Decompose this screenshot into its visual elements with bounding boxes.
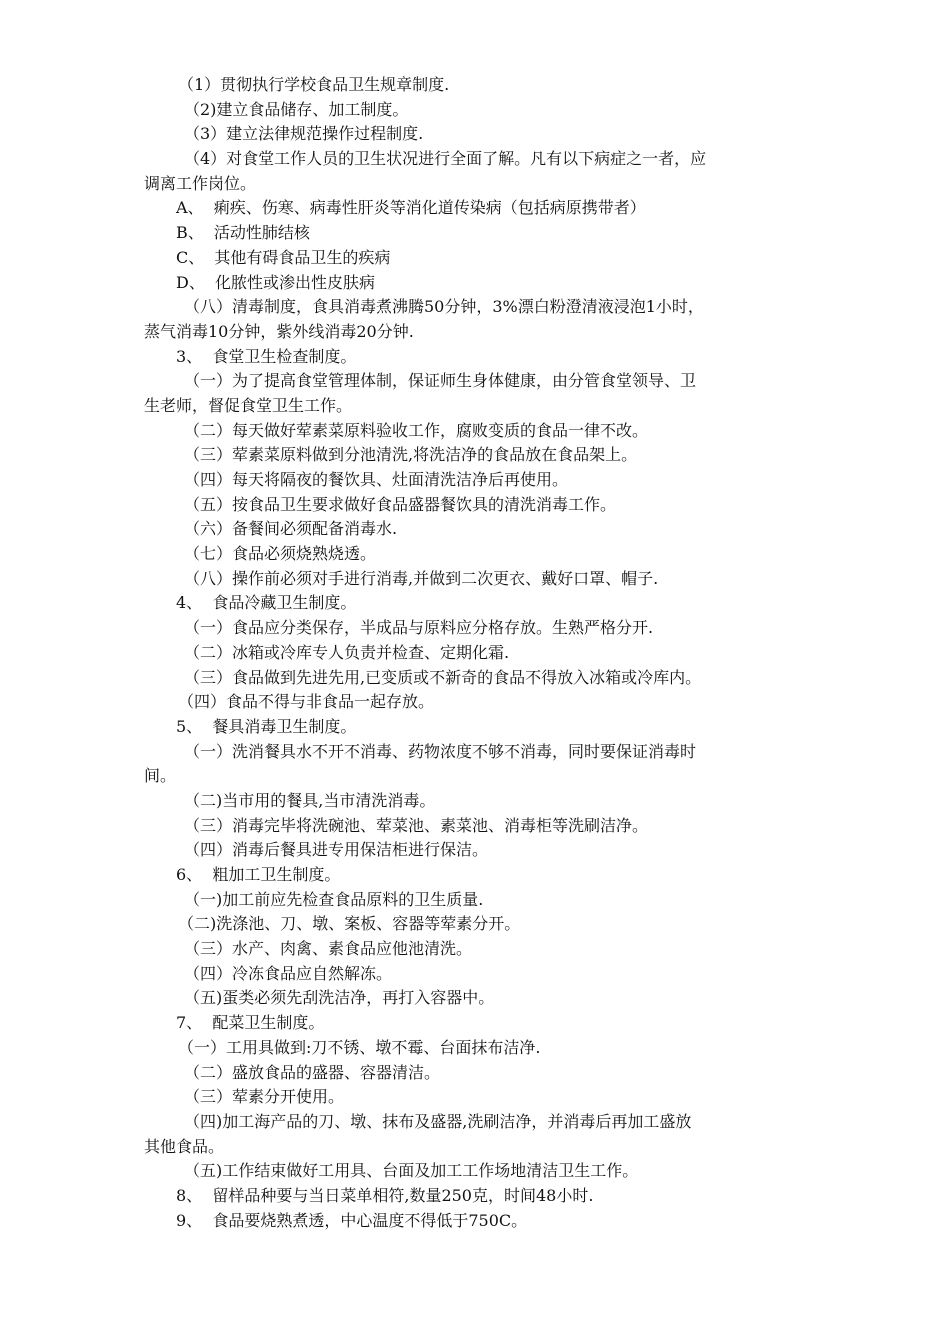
paragraph-line: （四）冷冻食品应自然解冻。 — [184, 963, 393, 983]
paragraph-line: （三）荤素分开使用。 — [184, 1087, 345, 1107]
paragraph-line: 生老师，督促食堂卫生工作。 — [144, 395, 353, 415]
section-heading: 8、 留样品种要与当日菜单相符,数量250克，时间48小时. — [176, 1185, 594, 1205]
paragraph-line: （六）备餐间必须配备消毒水. — [184, 519, 398, 539]
list-item: D、 化脓性或渗出性皮肤病 — [176, 272, 376, 292]
paragraph-line: （一）为了提高食堂管理体制，保证师生身体健康，由分管食堂领导、卫 — [184, 371, 697, 391]
section-heading: 3、 食堂卫生检查制度。 — [176, 346, 357, 366]
list-item: C、 其他有碍食品卫生的疾病 — [176, 247, 391, 267]
paragraph-line: 间。 — [144, 766, 177, 786]
section-heading: 4、 食品冷藏卫生制度。 — [176, 593, 357, 613]
list-item: A、 痢疾、伤寒、病毒性肝炎等消化道传染病（包括病原携带者） — [176, 198, 646, 218]
paragraph-line: 蒸气消毒10分钟，紫外线消毒20分钟. — [144, 321, 414, 341]
section-heading: 9、 食品要烧熟煮透，中心温度不得低于750C。 — [176, 1210, 528, 1230]
paragraph-line: （四)加工海产品的刀、墩、抹布及盛器,洗刷洁净，并消毒后再加工盛放 — [184, 1111, 692, 1131]
paragraph-line: （五)蛋类必须先刮洗洁净，再打入容器中。 — [184, 988, 495, 1008]
section-heading: 6、 粗加工卫生制度。 — [176, 865, 341, 884]
paragraph-line: 其他食品。 — [144, 1136, 225, 1156]
paragraph-line: （七）食品必须烧熟烧透。 — [184, 544, 377, 564]
paragraph-line: （八）清毒制度，食具消毒煮沸腾50分钟，3%漂白粉澄清液浸泡1小时， — [184, 297, 704, 317]
section-heading: 5、 餐具消毒卫生制度。 — [176, 716, 357, 736]
paragraph-line: （二)洗涤池、刀、墩、案板、容器等荤素分开。 — [178, 914, 521, 934]
paragraph-line: （三）水产、肉禽、素食品应他池清洗。 — [184, 939, 473, 959]
paragraph-line: （一）洗消餐具水不开不消毒、药物浓度不够不消毒，同时要保证消毒时 — [184, 741, 697, 761]
paragraph-line: （1）贯彻执行学校食品卫生规章制度. — [178, 75, 450, 94]
paragraph-line: （2)建立食品储存、加工制度。 — [184, 99, 409, 119]
paragraph-line: （一）工用具做到:刀不锈、墩不霉、台面抹布洁净. — [178, 1037, 541, 1057]
paragraph-line: （三）消毒完毕将洗碗池、荤菜池、素菜池、消毒柜等洗刷洁净。 — [184, 815, 649, 835]
paragraph-line: （四）每天将隔夜的餐饮具、灶面清洗洁净后再使用。 — [184, 470, 569, 489]
paragraph-line: （4）对食堂工作人员的卫生状况进行全面了解。凡有以下病症之一者，应 — [184, 149, 707, 169]
paragraph-line: （五）按食品卫生要求做好食品盛器餐饮具的清洗消毒工作。 — [184, 494, 617, 514]
paragraph-line: （二）冰箱或冷库专人负责并检查、定期化霜. — [184, 642, 510, 662]
paragraph-line: （二）每天做好荤素菜原料验收工作，腐败变质的食品一律不改。 — [184, 420, 649, 440]
paragraph-line: （二）盛放食品的盛器、容器清洁。 — [184, 1062, 441, 1082]
list-item: B、 活动性肺结核 — [176, 223, 310, 243]
paragraph-line: （一）食品应分类保存，半成品与原料应分格存放。生熟严格分开. — [184, 618, 654, 638]
paragraph-line: （四）消毒后餐具进专用保洁柜进行保洁。 — [184, 840, 489, 860]
paragraph-line: （二)当市用的餐具,当市清洗消毒。 — [184, 790, 436, 810]
section-heading: 7、 配菜卫生制度。 — [176, 1013, 325, 1033]
document-body — [144, 73, 809, 1233]
paragraph-line: （一)加工前应先检查食品原料的卫生质量. — [184, 889, 484, 909]
paragraph-line: （3）建立法律规范操作过程制度. — [184, 124, 424, 144]
paragraph-line: 调离工作岗位。 — [144, 173, 257, 193]
paragraph-line: （八）操作前必须对手进行消毒,并做到二次更衣、戴好口罩、帽子. — [184, 568, 659, 588]
paragraph-line: （五)工作结束做好工用具、台面及加工工作场地清洁卫生工作。 — [184, 1161, 639, 1181]
paragraph-line: （三）荤素菜原料做到分池清洗,将洗洁净的食品放在食品架上。 — [184, 445, 638, 465]
paragraph-line: （四）食品不得与非食品一起存放。 — [178, 692, 435, 712]
paragraph-line: （三）食品做到先进先用,已变质或不新奇的食品不得放入冰箱或冷库内。 — [184, 667, 702, 687]
